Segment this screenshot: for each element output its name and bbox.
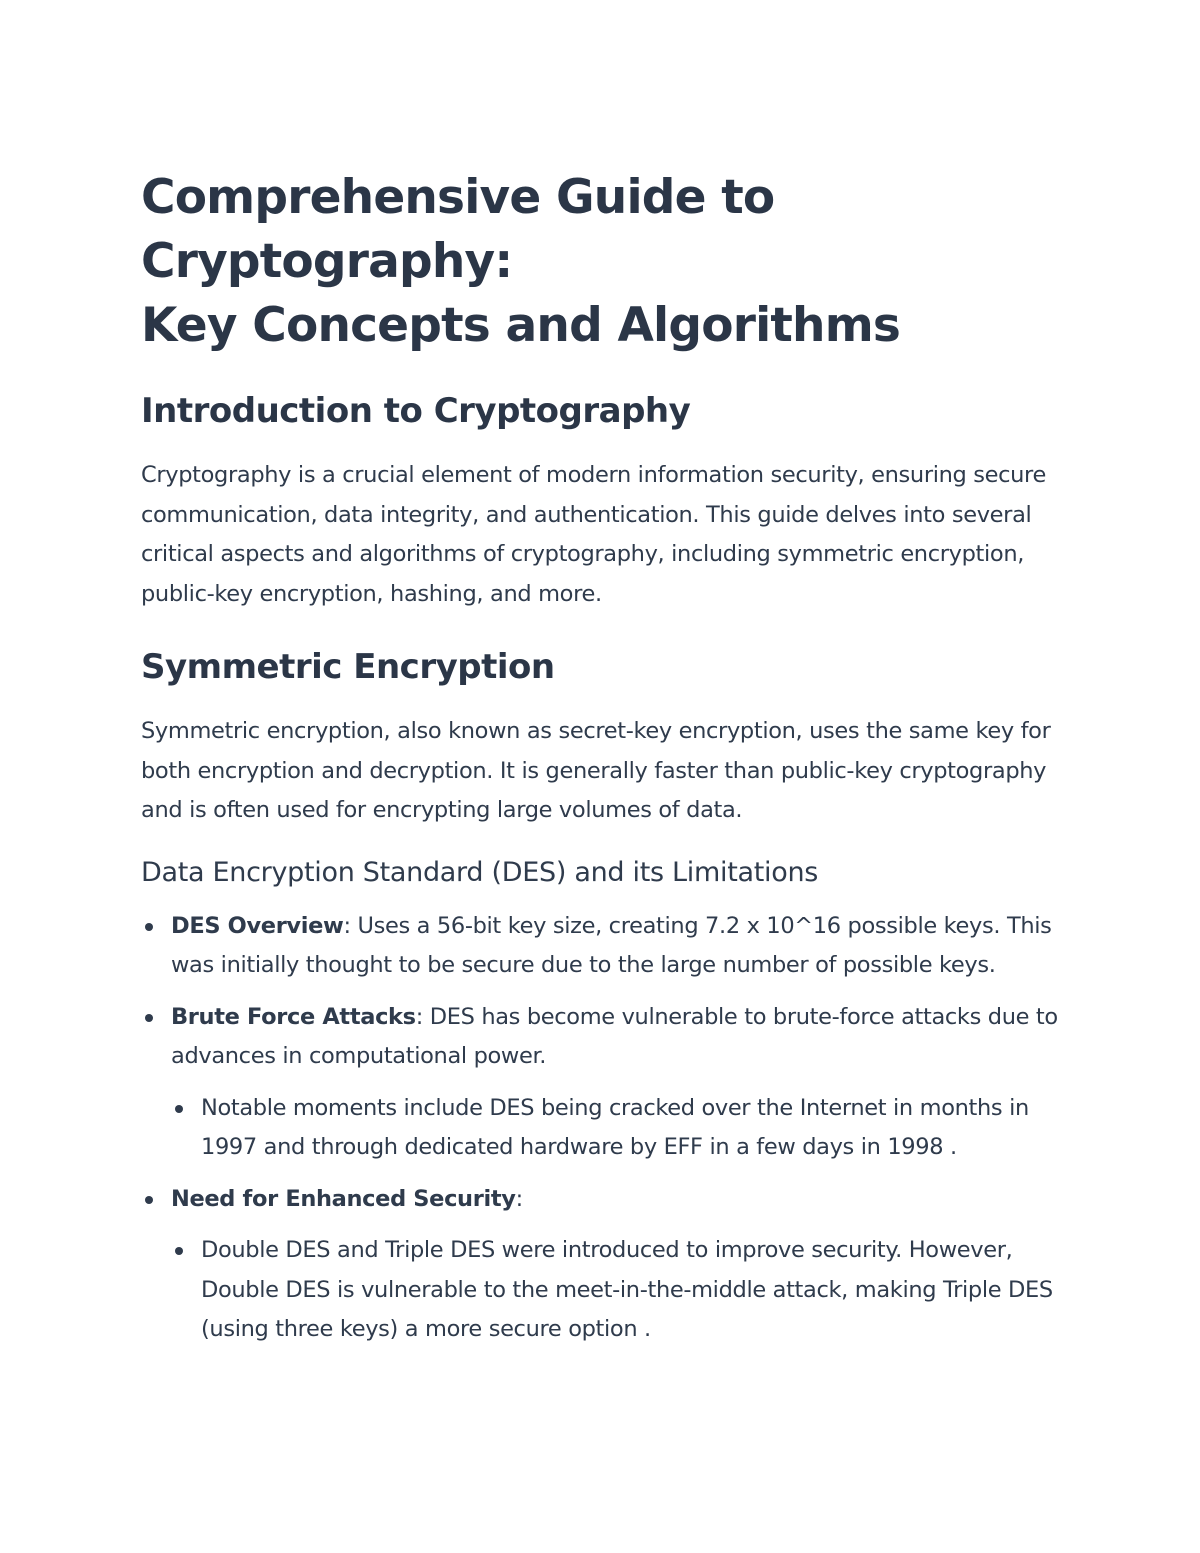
term-brute-force: Brute Force Attacks [171, 1003, 416, 1030]
term-enhanced-security: Need for Enhanced Security [171, 1185, 516, 1212]
document-title [141, 166, 1066, 358]
des-heading: Data Encryption Standard (DES) and its Limitations [141, 856, 819, 888]
title-line-1: Comprehensive Guide to Cryptography: [141, 170, 775, 289]
list-item-enhanced-security [141, 1180, 1066, 1350]
list-item-des-overview [141, 907, 1066, 986]
sublist-item-enhanced-security: Double DES and Triple DES were introduced to improve security. However, Double DES is vulnerable to the meet-in-the-middle attack, making Triple DES (using three keys) a more secure option . [171, 1231, 1066, 1350]
des-list [141, 907, 1066, 1350]
enhanced-security-sublist [171, 1231, 1066, 1350]
text-brute-force: : DES has become vulnerable to brute-force attacks due to advances in computational power. [171, 1003, 1058, 1069]
symmetric-heading: Symmetric Encryption [141, 647, 555, 687]
term-des-overview: DES Overview [171, 912, 344, 939]
list-item-brute-force [141, 998, 1066, 1168]
intro-heading: Introduction to Cryptography [141, 391, 691, 431]
text-des-overview: : Uses a 56-bit key size, creating 7.2 x 10^16 possible keys. This was initially thought to be secure due to the large number of possible keys. [171, 912, 1052, 978]
document-page [141, 166, 1066, 1350]
intro-paragraph: Cryptography is a crucial element of modern information security, ensuring secure communication, data integrity, and authentication. This guide delves into several critical aspects and algorithms of cryptography, including symmetric encryption, public-key encryption, hashing, and more. [141, 462, 1046, 607]
symmetric-paragraph: Symmetric encryption, also known as secret-key encryption, uses the same key for both encryption and decryption. It is generally faster than public-key cryptography and is often used for encrypting large volumes of data. [141, 718, 1051, 823]
sublist-item-brute-force: Notable moments include DES being cracked over the Internet in months in 1997 and through dedicated hardware by EFF in a few days in 1998 . [171, 1089, 1066, 1168]
title-line-2: Key Concepts and Algorithms [141, 298, 901, 353]
brute-force-sublist [171, 1089, 1066, 1168]
text-enhanced-security: : [515, 1185, 523, 1212]
